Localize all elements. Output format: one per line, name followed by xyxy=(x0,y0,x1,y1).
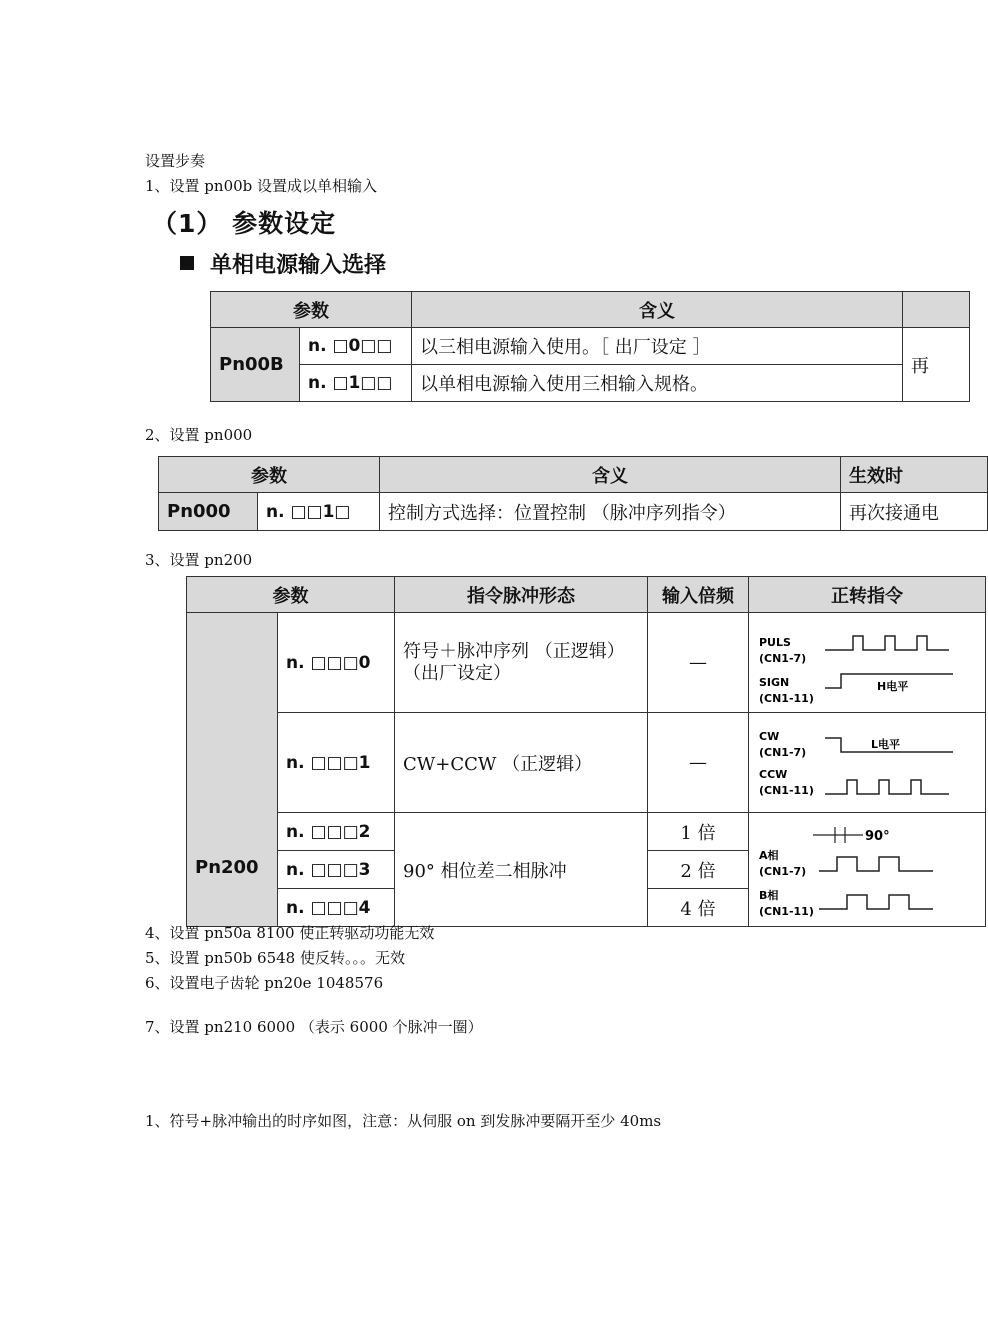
puls-pin: (CN1-7) xyxy=(759,652,807,665)
meaning-cell: 以三相电源输入使用。［ 出厂设定 ］ xyxy=(412,328,903,365)
table-pn000 xyxy=(158,456,988,531)
table-pn00b-wrapper xyxy=(210,291,950,405)
ccw-waveform xyxy=(825,780,949,794)
waveform-cell-ab xyxy=(749,813,986,927)
code-cell: n. □1□□ xyxy=(300,365,412,402)
code-cell: n. □□□1 xyxy=(278,713,395,813)
square-bullet-icon xyxy=(180,256,194,270)
ab-phase-waveform xyxy=(753,813,953,918)
a-pin: (CN1-7) xyxy=(759,865,807,878)
section-title: （1） 参数设定 xyxy=(152,209,337,238)
cw-pin: (CN1-7) xyxy=(759,746,807,759)
table-header: 含义 xyxy=(380,457,841,493)
meaning-cell: 控制方式选择：位置控制 （脉冲序列指令） xyxy=(380,493,841,531)
heading-text: 设置步奏 xyxy=(145,152,206,170)
code-cell: n. □□□3 xyxy=(278,851,395,889)
sign-pin: (CN1-11) xyxy=(759,692,814,705)
ccw-pin: (CN1-11) xyxy=(759,784,814,797)
code-cell: n. □□1□ xyxy=(258,493,380,531)
table-pn00b xyxy=(210,291,970,402)
table-header: 含义 xyxy=(412,292,903,328)
step-5-text: 5、设置 pn50b 6548 使反转。。。无效 xyxy=(145,949,405,967)
waveform-cell-puls-sign xyxy=(749,613,986,713)
effect-cell: 再 xyxy=(903,328,970,402)
ccw-label: CCW xyxy=(759,768,788,781)
form-cell: CW+CCW （正逻辑） xyxy=(395,713,648,813)
table-pn000-wrapper xyxy=(158,456,950,532)
puls-waveform xyxy=(825,636,949,650)
a-label: A相 xyxy=(759,849,779,862)
phase-label: 90° xyxy=(865,829,890,844)
cw-level: L电平 xyxy=(871,738,901,751)
meaning-cell: 以单相电源输入使用三相输入规格。 xyxy=(412,365,903,402)
section-subtitle xyxy=(180,248,386,279)
form-cell: 90° 相位差二相脉冲 xyxy=(395,813,648,927)
table-header xyxy=(903,292,970,328)
table-header: 参数 xyxy=(211,292,412,328)
b-label: B相 xyxy=(759,889,779,902)
code-cell: n. □0□□ xyxy=(300,328,412,365)
subtitle-text: 单相电源输入选择 xyxy=(210,253,387,278)
cw-ccw-waveform xyxy=(753,720,953,800)
mult-cell: 1 倍 xyxy=(648,813,749,851)
puls-label: PULS xyxy=(759,636,791,649)
step-1-text: 1、设置 pn00b 设置成以单相输入 xyxy=(145,177,378,195)
mult-cell: — xyxy=(648,613,749,713)
table-header: 正转指令 xyxy=(749,577,986,613)
param-cell: Pn200 xyxy=(187,613,278,927)
table-header: 指令脉冲形态 xyxy=(395,577,648,613)
code-cell: n. □□□4 xyxy=(278,889,395,927)
step-7-text: 7、设置 pn210 6000 （表示 6000 个脉冲一圈） xyxy=(145,1018,483,1036)
sign-label: SIGN xyxy=(759,676,790,689)
b-pin: (CN1-11) xyxy=(759,905,814,918)
step-2-text: 2、设置 pn000 xyxy=(145,426,253,444)
table-header: 输入倍频 xyxy=(648,577,749,613)
mult-cell: 2 倍 xyxy=(648,851,749,889)
code-cell: n. □□□0 xyxy=(278,613,395,713)
table-pn200-wrapper xyxy=(186,576,950,920)
sign-level: H电平 xyxy=(877,680,909,693)
cw-label: CW xyxy=(759,730,780,743)
puls-sign-waveform xyxy=(753,620,953,705)
step-4-text: 4、设置 pn50a 8100 使正转驱动功能无效 xyxy=(145,924,435,942)
param-cell: Pn00B xyxy=(211,328,300,402)
effect-cell: 再次接通电 xyxy=(841,493,988,531)
step-6-text: 6、设置电子齿轮 pn20e 1048576 xyxy=(145,974,384,992)
table-header: 参数 xyxy=(159,457,380,493)
step-3-text: 3、设置 pn200 xyxy=(145,551,253,569)
a-waveform xyxy=(819,857,933,871)
mult-cell: 4 倍 xyxy=(648,889,749,927)
code-cell: n. □□□2 xyxy=(278,813,395,851)
param-cell: Pn000 xyxy=(159,493,258,531)
form-cell: 符号＋脉冲序列 （正逻辑） （出厂设定） xyxy=(395,613,648,713)
table-header: 参数 xyxy=(187,577,395,613)
waveform-cell-cw-ccw xyxy=(749,713,986,813)
b-waveform xyxy=(819,895,933,909)
table-header: 生效时 xyxy=(841,457,988,493)
timing-note-text: 1、符号+脉冲输出的时序如图，注意：从伺服 on 到发脉冲要隔开至少 40ms xyxy=(145,1112,662,1130)
mult-cell: — xyxy=(648,713,749,813)
table-pn200 xyxy=(186,576,986,927)
